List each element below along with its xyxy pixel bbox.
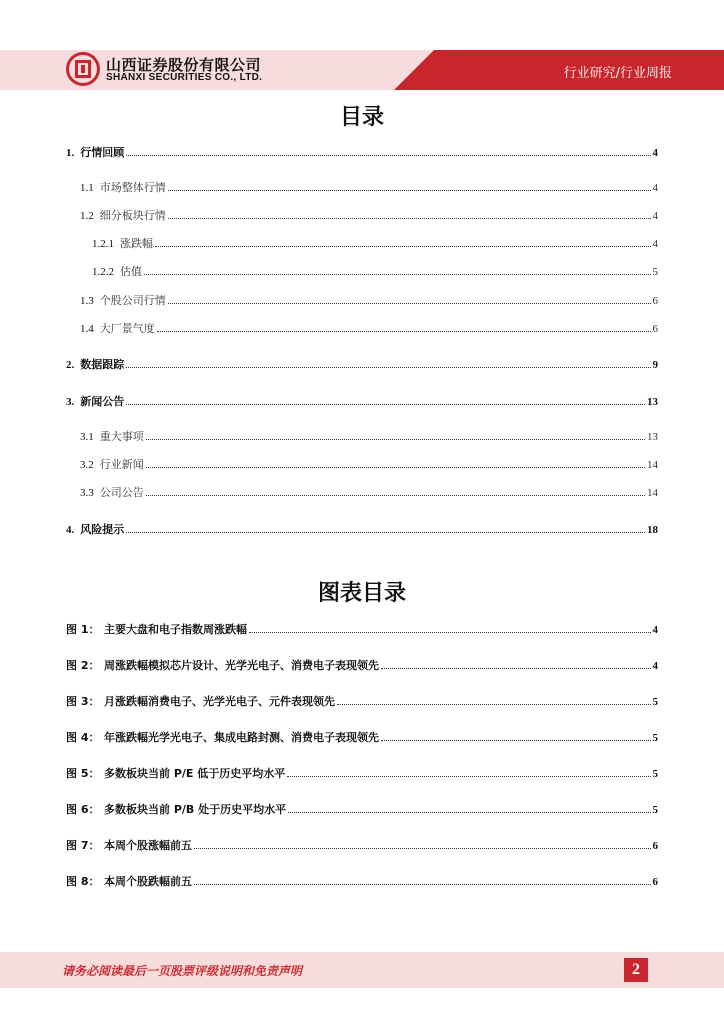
figure-number: 图 2：: [66, 659, 100, 672]
toc-entry-label: 个股公司行情: [99, 294, 166, 307]
company-logo-icon: [66, 52, 100, 86]
leader-dots: [155, 246, 651, 247]
figure-number: 图 4：: [66, 731, 100, 744]
toc-entry-label: 细分板块行情: [99, 209, 166, 222]
toc-entry-label: 数据跟踪: [80, 358, 125, 371]
figure-entry[interactable]: [66, 839, 658, 853]
toc-entry-page: 6: [652, 295, 658, 307]
page-number: 2: [624, 958, 648, 982]
figure-page: 5: [652, 804, 658, 816]
toc-entry-page: 18: [647, 524, 658, 536]
leader-dots: [126, 532, 645, 533]
leader-dots: [146, 467, 645, 468]
toc-entry[interactable]: [92, 237, 658, 251]
toc-entry-number: 1.2.2: [92, 266, 114, 278]
toc-entry-label: 行业新闻: [99, 458, 144, 471]
figure-label: 月涨跌幅消费电子、光学光电子、元件表现领先: [104, 695, 335, 708]
figure-number: 图 3：: [66, 695, 100, 708]
figure-label: 本周个股跌幅前五: [104, 875, 192, 888]
toc-entry-number: 1.2: [80, 210, 94, 222]
toc-entry-number: 3.: [66, 396, 75, 408]
leader-dots: [168, 218, 651, 219]
toc-entry-number: 1.4: [80, 323, 94, 335]
figure-page: 6: [652, 876, 658, 888]
toc-entry[interactable]: [66, 358, 658, 372]
figure-label: 年涨跌幅光学光电子、集成电路封测、消费电子表现领先: [104, 731, 379, 744]
toc-entry-page: 13: [647, 431, 658, 443]
toc-entry-label: 大厂景气度: [99, 322, 155, 335]
leader-dots: [126, 404, 645, 405]
toc-entry-number: 3.2: [80, 459, 94, 471]
toc-entry-label: 估值: [120, 265, 142, 278]
toc-entry[interactable]: [80, 322, 658, 336]
figure-label: 本周个股涨幅前五: [104, 839, 192, 852]
toc-entry-number: 1.1: [80, 182, 94, 194]
figure-entry[interactable]: [66, 659, 658, 673]
figure-entry[interactable]: [66, 623, 658, 637]
toc-entry-label: 涨跌幅: [120, 237, 153, 250]
toc-entry[interactable]: [80, 181, 658, 195]
figure-number: 图 8：: [66, 875, 100, 888]
toc-entry-page: 4: [652, 182, 658, 194]
figure-entry[interactable]: [66, 803, 658, 817]
toc-entry-label: 风险提示: [80, 523, 125, 536]
toc-entry-number: 1.: [66, 147, 75, 159]
leader-dots: [168, 303, 651, 304]
figure-number: 图 1：: [66, 623, 100, 636]
figure-entry[interactable]: [66, 731, 658, 745]
leader-dots: [146, 439, 645, 440]
toc-entry-label: 公司公告: [99, 486, 144, 499]
toc-entry[interactable]: [92, 265, 658, 279]
leader-dots: [194, 884, 651, 885]
company-name-en: SHANXI SECURITIES CO., LTD.: [106, 72, 263, 83]
figure-page: 5: [652, 732, 658, 744]
footer-disclaimer: 请务必阅读最后一页股票评级说明和免责声明: [62, 964, 303, 978]
leader-dots: [381, 668, 651, 669]
figure-number: 图 5：: [66, 767, 100, 780]
toc-entry[interactable]: [80, 486, 658, 500]
company-name-cn: 山西证券股份有限公司: [106, 56, 262, 74]
leader-dots: [288, 812, 650, 813]
toc-entry[interactable]: [80, 294, 658, 308]
figure-label: 多数板块当前 P/B 处于历史平均水平: [104, 803, 287, 816]
leader-dots: [168, 190, 651, 191]
toc-entry[interactable]: [66, 146, 658, 160]
toc-entry-page: 4: [652, 210, 658, 222]
toc-entry[interactable]: [66, 523, 658, 537]
leader-dots: [157, 331, 651, 332]
figure-entry[interactable]: [66, 875, 658, 889]
toc-entry[interactable]: [66, 395, 658, 409]
figure-page: 4: [652, 660, 658, 672]
report-type: 行业研究/行业周报: [563, 66, 672, 81]
toc-entry-number: 3.1: [80, 431, 94, 443]
figures-title: 图表目录: [317, 581, 406, 606]
header-red-band: [394, 50, 724, 90]
toc-title: 目录: [339, 105, 384, 130]
toc-entry[interactable]: [80, 458, 658, 472]
page-header: [0, 0, 724, 92]
toc-entry-page: 4: [652, 147, 658, 159]
toc-entry-label: 市场整体行情: [99, 181, 166, 194]
figure-page: 4: [652, 624, 658, 636]
figure-entry[interactable]: [66, 767, 658, 781]
toc-entry-number: 1.3: [80, 295, 94, 307]
toc-entry-page: 4: [652, 238, 658, 250]
leader-dots: [337, 704, 651, 705]
toc-entry-number: 2.: [66, 359, 75, 371]
toc-entry-page: 5: [652, 266, 658, 278]
toc-entry-label: 重大事项: [99, 430, 144, 443]
leader-dots: [126, 155, 650, 156]
figure-page: 5: [652, 768, 658, 780]
figure-label: 周涨跌幅模拟芯片设计、光学光电子、消费电子表现领先: [104, 659, 379, 672]
figure-page: 6: [652, 840, 658, 852]
toc-entry-label: 新闻公告: [80, 395, 125, 408]
toc-entry[interactable]: [80, 209, 658, 223]
leader-dots: [249, 632, 651, 633]
figure-entry[interactable]: [66, 695, 658, 709]
toc-entry-page: 13: [647, 396, 658, 408]
toc-entry-page: 9: [652, 359, 658, 371]
leader-dots: [194, 848, 651, 849]
toc-entry-page: 6: [652, 323, 658, 335]
toc-entry-page: 14: [647, 487, 658, 499]
figure-number: 图 6：: [66, 803, 100, 816]
leader-dots: [381, 740, 651, 741]
figure-label: 多数板块当前 P/E 低于历史平均水平: [104, 767, 286, 780]
leader-dots: [126, 367, 650, 368]
toc-entry-number: 3.3: [80, 487, 94, 499]
figure-number: 图 7：: [66, 839, 100, 852]
toc-entry-number: 4.: [66, 524, 75, 536]
leader-dots: [287, 776, 650, 777]
leader-dots: [146, 495, 645, 496]
toc-entry-number: 1.2.1: [92, 238, 114, 250]
toc-entry-page: 14: [647, 459, 658, 471]
figure-page: 5: [652, 696, 658, 708]
leader-dots: [144, 274, 651, 275]
toc-entry[interactable]: [80, 430, 658, 444]
figure-label: 主要大盘和电子指数周涨跌幅: [104, 623, 247, 636]
toc-entry-label: 行情回顾: [80, 146, 125, 159]
